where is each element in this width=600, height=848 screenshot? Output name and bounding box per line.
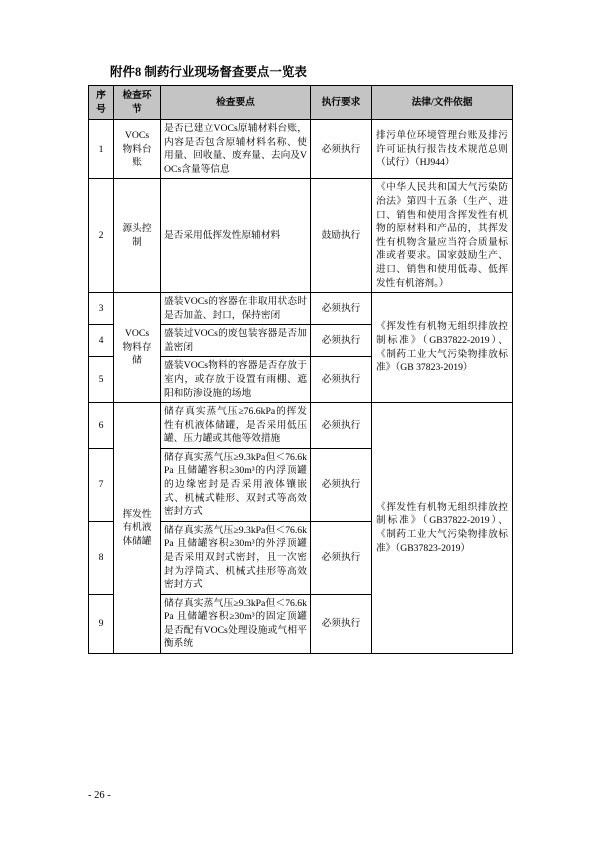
cell-point: 储存真实蒸气压≥9.3kPa但＜76.6kPa 且储罐容积≥30m³的内浮顶罐的边缘密封是否采用液体镶嵌式、机械式鞋形、双封式等高效密封方式 [161,448,311,521]
cell-seq: 1 [89,120,114,179]
cell-point: 是否已建立VOCs原辅材料台账，内容是否包含原辅材料名称、使用量、回收量、废弃量、去向及VOCs含量等信息 [161,120,311,179]
cell-requirement: 必须执行 [311,120,372,179]
cell-point: 是否采用低挥发性原辅材料 [161,179,311,293]
table-row [89,179,513,293]
header-seq: 序号 [89,86,114,120]
cell-point: 储存真实蒸气压≥9.3kPa但＜76.6kPa 且储罐容积≥30m³的外浮顶罐是否采用双封式密封，且一次密封为浮筒式、机械式挂形等高效密封方式 [161,521,311,594]
cell-seq: 2 [89,179,114,293]
cell-basis: 《中华人民共和国大气污染防治法》第四十五条（生产、进口、销售和使用含挥发性有机物的原材料和产品的，其挥发性有机物含量应当符合质量标准或者要求。国家鼓励生产、进口、销售和使用低毒、低挥发性有机溶剂。） [372,179,513,293]
cell-requirement: 必须执行 [311,403,372,449]
cell-basis-merged: 《挥发性有机物无组织排放控制标准》（GB37822-2019）、《制药工业大气污染物排放标准》（GB37823-2019） [372,403,513,654]
header-requirement: 执行要求 [311,86,372,120]
cell-point: 储存真实蒸气压≥76.6kPa的挥发性有机液体储罐，是否采用低压罐、压力罐或其他等效措施 [161,403,311,449]
cell-seq: 9 [89,594,114,653]
cell-seq: 8 [89,521,114,594]
cell-point: 盛装VOCs的容器在非取用状态时是否加盖、封口，保持密闭 [161,293,311,325]
supervision-points-table [88,85,513,654]
cell-point: 盛装过VOCs的废包装容器是否加盖密闭 [161,325,311,357]
cell-seq: 5 [89,357,114,403]
cell-point: 储存真实蒸气压≥9.3kPa但＜76.6kPa 且储罐容积≥30m³的固定顶罐是否配有VOCs处理设施或气相平衡系统 [161,594,311,653]
cell-basis: 排污单位环境管理台账及排污许可证执行报告技术规范总则（试行）（HJ944） [372,120,513,179]
cell-seq: 7 [89,448,114,521]
cell-requirement: 必须执行 [311,325,372,357]
cell-stage-merged: VOCs物料存储 [114,293,161,403]
cell-basis-merged: 《挥发性有机物无组织排放控制标准》（GB37822-2019）、《制药工业大气污染物排放标准》（GB 37823-2019） [372,293,513,403]
cell-seq: 3 [89,293,114,325]
cell-requirement: 必须执行 [311,357,372,403]
table-row [89,120,513,179]
cell-requirement: 必须执行 [311,521,372,594]
cell-stage-merged: 挥发性有机液体储罐 [114,403,161,654]
header-basis: 法律/文件依据 [372,86,513,120]
cell-stage: 源头控制 [114,179,161,293]
cell-point: 盛装VOCs物料的容器是否存放于室内，或存放于设置有雨棚、遮阳和防渗设施的场地 [161,357,311,403]
page-number: - 26 - [88,790,111,801]
cell-requirement: 必须执行 [311,594,372,653]
cell-requirement: 必须执行 [311,293,372,325]
table-header-row [89,86,513,120]
document-title: 附件8 制药行业现场督查要点一览表 [110,65,307,79]
cell-requirement: 必须执行 [311,448,372,521]
cell-requirement: 鼓励执行 [311,179,372,293]
header-stage: 检查环节 [114,86,161,120]
table-row [89,403,513,449]
table-row [89,293,513,325]
cell-seq: 4 [89,325,114,357]
cell-stage: VOCs物料台账 [114,120,161,179]
header-point: 检查要点 [161,86,311,120]
document-content [88,62,512,654]
cell-seq: 6 [89,403,114,449]
